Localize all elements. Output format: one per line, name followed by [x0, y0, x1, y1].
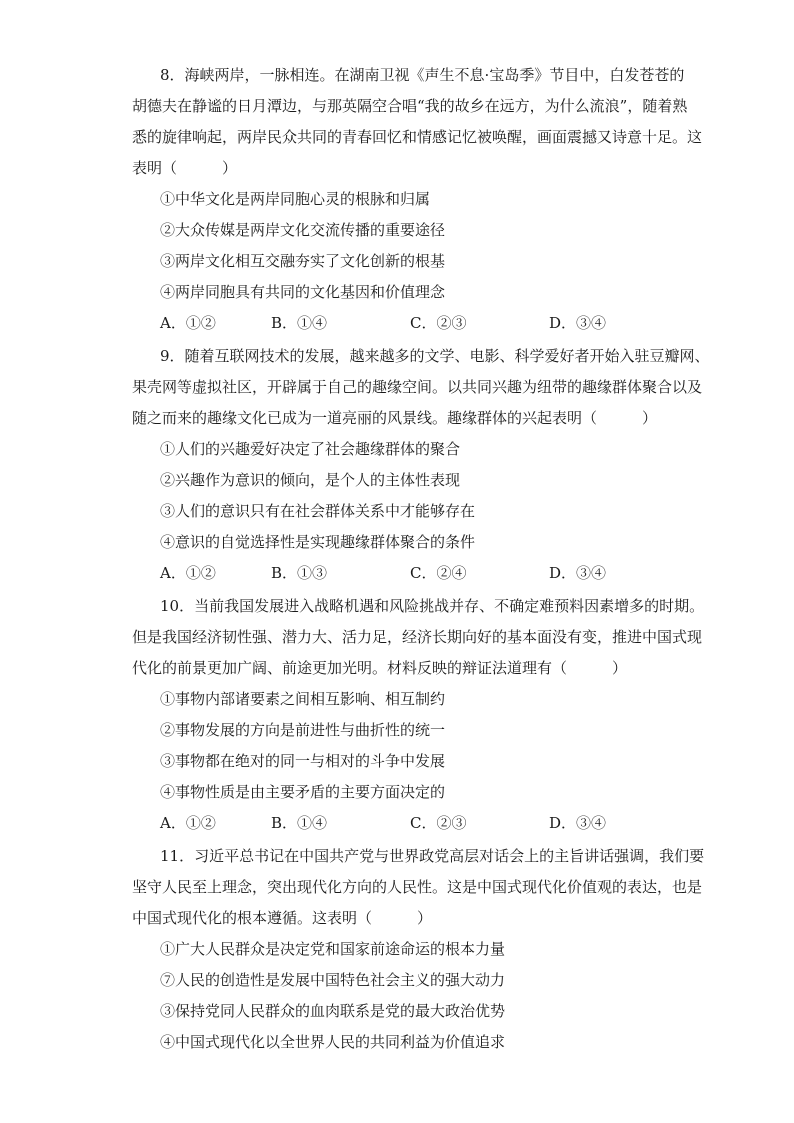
statement-option: ④中国式现代化以全世界人民的共同利益为价值追求: [160, 1033, 506, 1051]
question-stem-line: 坚守人民至上理念，突出现代化方向的人民性。这是中国式现代化价值观的表达，也是: [132, 878, 703, 896]
answer-choice-d: D．③④: [549, 814, 607, 832]
answer-choice-c: C．②④: [410, 564, 467, 582]
question-stem-line: 11．习近平总书记在中国共产党与世界政党高层对话会上的主旨讲话强调，我们要: [160, 847, 705, 865]
statement-option: ②事物发展的方向是前进性与曲折性的统一: [160, 721, 446, 739]
statement-option: ④意识的自觉选择性是实现趣缘群体聚合的条件: [160, 533, 476, 551]
question-stem-line: 中国式现代化的根本遵循。这表明（ ）: [132, 909, 433, 927]
question-stem-line: 10．当前我国发展进入战略机遇和风险挑战并存、不确定难预料因素增多的时期。: [160, 597, 705, 615]
answer-choices: [132, 308, 662, 339]
question-10: [132, 591, 705, 839]
question-stem-line: 8．海峡两岸，一脉相连。在湖南卫视《声生不息·宝岛季》节目中，白发苍苍的: [160, 66, 685, 84]
question-stem-line: 9．随着互联网技术的发展，越来越多的文学、电影、科学爱好者开始入驻豆瓣网、: [160, 347, 710, 365]
statement-option: ③两岸文化相互交融夯实了文化创新的根基: [160, 252, 446, 270]
answer-choice-d: D．③④: [549, 564, 607, 582]
question-8: [132, 60, 703, 339]
statement-option: ②兴趣作为意识的倾向，是个人的主体性表现: [160, 471, 461, 489]
answer-choice-d: D．③④: [549, 314, 607, 332]
statement-option: ④事物性质是由主要矛盾的主要方面决定的: [160, 783, 446, 801]
statement-option: ④两岸同胞具有共同的文化基因和价值理念: [160, 283, 446, 301]
question-stem-line: 悉的旋律响起，两岸民众共同的青春回忆和情感记忆被唤醒，画面震撼又诗意十足。这: [132, 128, 703, 146]
question-9: [132, 341, 710, 589]
answer-choice-b: B．①④: [271, 314, 328, 332]
question-stem-line: 表明（ ）: [132, 159, 238, 177]
answer-choices: [132, 558, 662, 589]
answer-choice-a: A．①②: [160, 814, 216, 832]
statement-option: ①事物内部诸要素之间相互影响、相互制约: [160, 690, 446, 708]
question-11: [132, 841, 705, 1058]
statement-option: ③保持党同人民群众的血肉联系是党的最大政治优势: [160, 1002, 506, 1020]
statement-option: ①中华文化是两岸同胞心灵的根脉和归属: [160, 190, 431, 208]
answer-choice-a: A．①②: [160, 564, 216, 582]
answer-choice-c: C．②③: [410, 314, 467, 332]
answer-choice-b: B．①③: [271, 564, 328, 582]
answer-choice-b: B．①④: [271, 814, 328, 832]
answer-choice-a: A．①②: [160, 314, 216, 332]
statement-option: ②大众传媒是两岸文化交流传播的重要途径: [160, 221, 446, 239]
statement-option: ①人们的兴趣爱好决定了社会趣缘群体的聚合: [160, 440, 461, 458]
question-stem-line: 但是我国经济韧性强、潜力大、活力足，经济长期向好的基本面没有变，推进中国式现: [132, 628, 703, 646]
question-stem-line: 代化的前景更加广阔、前途更加光明。材料反映的辩证法道理有（ ）: [132, 659, 628, 677]
question-stem-line: 胡德夫在静谧的日月潭边，与那英隔空合唱“我的故乡在远方，为什么流浪”，随着熟: [132, 97, 688, 115]
question-stem-line: 随之而来的趣缘文化已成为一道亮丽的风景线。趣缘群体的兴起表明（ ）: [132, 409, 658, 427]
answer-choices: [132, 808, 662, 839]
statement-option: ①广大人民群众是决定党和国家前途命运的根本力量: [160, 940, 506, 958]
statement-option: ③事物都在绝对的同一与相对的斗争中发展: [160, 752, 446, 770]
question-stem-line: 果壳网等虚拟社区，开辟属于自己的趣缘空间。以共同兴趣为纽带的趣缘群体聚合以及: [132, 378, 703, 396]
statement-option: ⑦人民的创造性是发展中国特色社会主义的强大动力: [160, 971, 506, 989]
answer-choice-c: C．②③: [410, 814, 467, 832]
statement-option: ③人们的意识只有在社会群体关系中才能够存在: [160, 502, 476, 520]
